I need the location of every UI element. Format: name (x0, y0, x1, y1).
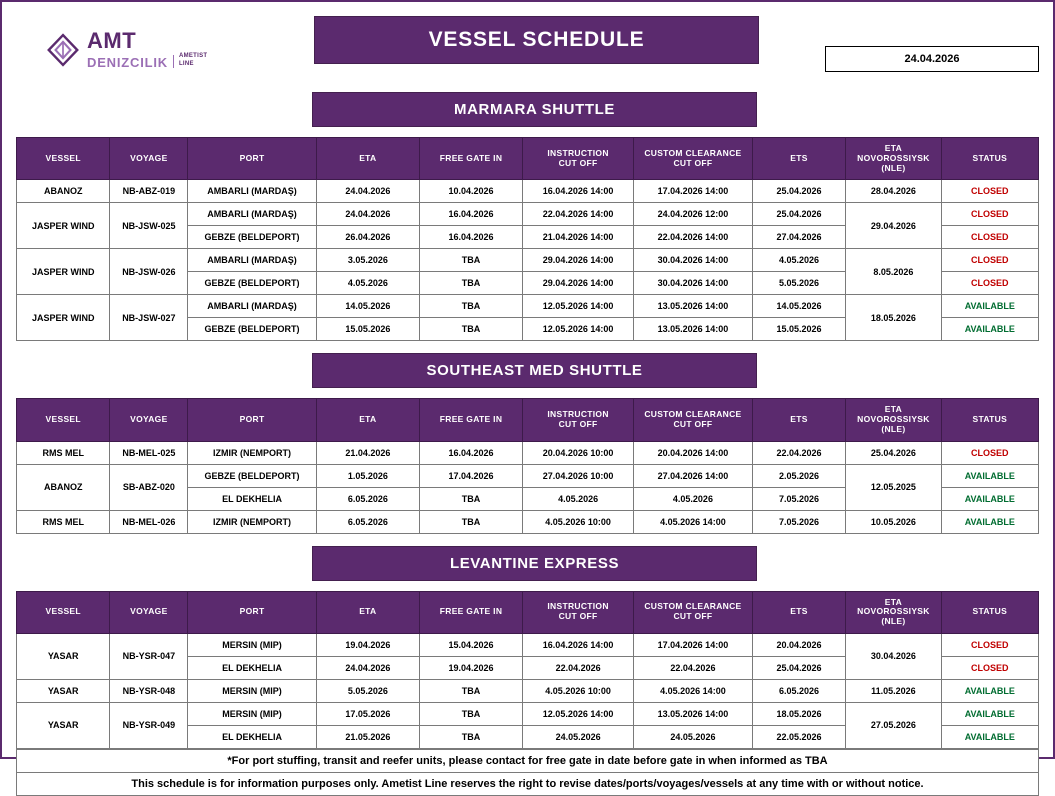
cell-free-gate-in: TBA (419, 318, 522, 341)
col-etanle-l2: NOVOROSSIYSK (NLE) (857, 606, 930, 627)
cell-vessel: ABANOZ (17, 180, 110, 203)
col-custom-l2: CUT OFF (673, 418, 713, 429)
cell-ets: 22.05.2026 (752, 725, 845, 748)
cell-custom-clearance-cut-off: 27.04.2026 14:00 (634, 464, 753, 487)
cell-eta: 19.04.2026 (316, 633, 419, 656)
cell-instruction-cut-off: 12.05.2026 14:00 (523, 318, 634, 341)
table-row (17, 510, 1039, 533)
cell-voyage: NB-YSR-048 (110, 679, 188, 702)
schedule-table-levantine (16, 591, 1039, 749)
section-title-southeast-med: SOUTHEAST MED SHUTTLE (312, 353, 757, 388)
section-banner-row (2, 534, 1053, 591)
col-etanle-l2: NOVOROSSIYSK (NLE) (857, 414, 930, 434)
col-etanle-l2: NOVOROSSIYSK (NLE) (857, 152, 930, 173)
cell-eta-novorossiysk: 30.04.2026 (846, 633, 941, 679)
cell-ets: 25.04.2026 (752, 656, 845, 679)
table-body-marmara (17, 180, 1039, 341)
cell-free-gate-in: TBA (419, 725, 522, 748)
section-banner-row (2, 341, 1053, 398)
col-free-gate-in: FREE GATE IN (419, 591, 522, 633)
status-badge: AVAILABLE (941, 487, 1038, 510)
logo-divider (173, 55, 174, 68)
col-status: STATUS (941, 138, 1038, 180)
cell-port: IZMIR (NEMPORT) (188, 441, 316, 464)
cell-eta-novorossiysk: 25.04.2026 (846, 441, 941, 464)
footer-notes (16, 749, 1039, 796)
col-ets: ETS (752, 399, 845, 441)
cell-free-gate-in: 19.04.2026 (419, 656, 522, 679)
cell-eta: 26.04.2026 (316, 226, 419, 249)
cell-eta: 5.05.2026 (316, 679, 419, 702)
cell-port: AMBARLI (MARDAŞ) (188, 295, 316, 318)
col-ets: ETS (752, 138, 845, 180)
col-free-gate-in: FREE GATE IN (419, 399, 522, 441)
col-custom-clearance-cut-off (634, 138, 753, 180)
cell-eta: 17.05.2026 (316, 702, 419, 725)
cell-port: GEBZE (BELDEPORT) (188, 226, 316, 249)
cell-port: GEBZE (BELDEPORT) (188, 464, 316, 487)
cell-vessel: JASPER WIND (17, 295, 110, 341)
cell-free-gate-in: 16.04.2026 (419, 441, 522, 464)
cell-free-gate-in: TBA (419, 272, 522, 295)
cell-voyage: NB-JSW-027 (110, 295, 188, 341)
cell-eta: 3.05.2026 (316, 249, 419, 272)
col-instruction-l2: CUT OFF (558, 157, 598, 168)
cell-vessel: ABANOZ (17, 464, 110, 510)
schedule-table-marmara (16, 137, 1039, 341)
cell-voyage: NB-MEL-025 (110, 441, 188, 464)
table-row (17, 203, 1039, 226)
cell-free-gate-in: TBA (419, 487, 522, 510)
col-eta-novorossiysk (846, 399, 941, 441)
cell-free-gate-in: 10.04.2026 (419, 180, 522, 203)
col-custom-clearance-cut-off (634, 399, 753, 441)
cell-eta: 14.05.2026 (316, 295, 419, 318)
cell-voyage: NB-ABZ-019 (110, 180, 188, 203)
cell-instruction-cut-off: 22.04.2026 (523, 656, 634, 679)
table-row (17, 633, 1039, 656)
cell-port: EL DEKHELIA (188, 725, 316, 748)
cell-instruction-cut-off: 4.05.2026 (523, 487, 634, 510)
cell-voyage: NB-YSR-049 (110, 702, 188, 748)
status-badge: CLOSED (941, 633, 1038, 656)
cell-ets: 22.04.2026 (752, 441, 845, 464)
cell-custom-clearance-cut-off: 30.04.2026 14:00 (634, 249, 753, 272)
table-header-row (17, 399, 1039, 441)
cell-custom-clearance-cut-off: 4.05.2026 (634, 487, 753, 510)
logo-brand-line1: AMETIST (178, 53, 208, 59)
section-title-levantine: LEVANTINE EXPRESS (312, 546, 757, 581)
cell-voyage: SB-ABZ-020 (110, 464, 188, 510)
section-banner-row (2, 80, 1053, 137)
cell-eta: 6.05.2026 (316, 487, 419, 510)
cell-eta-novorossiysk: 18.05.2026 (846, 295, 941, 341)
cell-vessel: RMS MEL (17, 441, 110, 464)
cell-free-gate-in: 17.04.2026 (419, 464, 522, 487)
status-badge: CLOSED (941, 180, 1038, 203)
cell-ets: 15.05.2026 (752, 318, 845, 341)
status-badge: AVAILABLE (941, 464, 1038, 487)
cell-eta-novorossiysk: 12.05.2025 (846, 464, 941, 510)
cell-eta: 15.05.2026 (316, 318, 419, 341)
col-status: STATUS (941, 591, 1038, 633)
table-row (17, 679, 1039, 702)
cell-free-gate-in: TBA (419, 702, 522, 725)
col-etanle-l1: ETA (884, 596, 903, 607)
cell-custom-clearance-cut-off: 13.05.2026 14:00 (634, 702, 753, 725)
table-header-row (17, 138, 1039, 180)
table-body-levantine (17, 633, 1039, 748)
cell-port: GEBZE (BELDEPORT) (188, 272, 316, 295)
cell-custom-clearance-cut-off: 22.04.2026 14:00 (634, 226, 753, 249)
cell-ets: 14.05.2026 (752, 295, 845, 318)
status-badge: CLOSED (941, 441, 1038, 464)
col-status: STATUS (941, 399, 1038, 441)
col-eta-novorossiysk (846, 138, 941, 180)
cell-instruction-cut-off: 27.04.2026 10:00 (523, 464, 634, 487)
cell-ets: 18.05.2026 (752, 702, 845, 725)
cell-custom-clearance-cut-off: 4.05.2026 14:00 (634, 679, 753, 702)
col-port: PORT (188, 591, 316, 633)
logo-subtitle: DENIZCILIK (87, 55, 168, 70)
table-row (17, 441, 1039, 464)
cell-ets: 7.05.2026 (752, 487, 845, 510)
cell-instruction-cut-off: 16.04.2026 14:00 (523, 180, 634, 203)
col-instruction-l2: CUT OFF (558, 611, 598, 622)
cell-instruction-cut-off: 22.04.2026 14:00 (523, 203, 634, 226)
cell-eta: 24.04.2026 (316, 203, 419, 226)
cell-eta-novorossiysk: 29.04.2026 (846, 203, 941, 249)
col-eta: ETA (316, 591, 419, 633)
cell-port: MERSIN (MIP) (188, 702, 316, 725)
cell-ets: 4.05.2026 (752, 249, 845, 272)
cell-ets: 2.05.2026 (752, 464, 845, 487)
cell-free-gate-in: 16.04.2026 (419, 203, 522, 226)
table-row (17, 295, 1039, 318)
cell-instruction-cut-off: 24.05.2026 (523, 725, 634, 748)
col-voyage: VOYAGE (110, 138, 188, 180)
cell-voyage: NB-JSW-025 (110, 203, 188, 249)
col-instruction-l1: INSTRUCTION (547, 601, 609, 612)
table-header-row (17, 591, 1039, 633)
status-badge: CLOSED (941, 656, 1038, 679)
status-badge: CLOSED (941, 272, 1038, 295)
status-badge: CLOSED (941, 226, 1038, 249)
col-instruction-l1: INSTRUCTION (547, 147, 609, 158)
table-row (17, 249, 1039, 272)
col-instruction-cut-off (523, 138, 634, 180)
table-row (17, 464, 1039, 487)
status-badge: AVAILABLE (941, 510, 1038, 533)
col-vessel: VESSEL (17, 138, 110, 180)
col-voyage: VOYAGE (110, 591, 188, 633)
cell-voyage: NB-YSR-047 (110, 633, 188, 679)
cell-free-gate-in: TBA (419, 679, 522, 702)
company-logo (10, 30, 300, 69)
cell-ets: 25.04.2026 (752, 180, 845, 203)
col-vessel: VESSEL (17, 399, 110, 441)
cell-eta: 24.04.2026 (316, 180, 419, 203)
col-custom-l2: CUT OFF (673, 611, 713, 622)
cell-custom-clearance-cut-off: 17.04.2026 14:00 (634, 180, 753, 203)
page-title: VESSEL SCHEDULE (314, 16, 759, 64)
col-custom-l1: CUSTOM CLEARANCE (644, 409, 742, 420)
cell-eta: 1.05.2026 (316, 464, 419, 487)
col-eta-novorossiysk (846, 591, 941, 633)
col-custom-l1: CUSTOM CLEARANCE (644, 601, 742, 612)
schedule-date: 24.04.2026 (825, 46, 1039, 72)
cell-port: AMBARLI (MARDAŞ) (188, 203, 316, 226)
col-vessel: VESSEL (17, 591, 110, 633)
cell-custom-clearance-cut-off: 22.04.2026 (634, 656, 753, 679)
cell-vessel: JASPER WIND (17, 249, 110, 295)
status-badge: AVAILABLE (941, 318, 1038, 341)
cell-instruction-cut-off: 12.05.2026 14:00 (523, 702, 634, 725)
status-badge: CLOSED (941, 249, 1038, 272)
section-title-marmara: MARMARA SHUTTLE (312, 92, 757, 127)
cell-custom-clearance-cut-off: 13.05.2026 14:00 (634, 295, 753, 318)
cell-vessel: YASAR (17, 702, 110, 748)
col-instruction-l2: CUT OFF (558, 418, 598, 429)
cell-eta: 21.04.2026 (316, 441, 419, 464)
cell-vessel: YASAR (17, 679, 110, 702)
cell-eta-novorossiysk: 10.05.2026 (846, 510, 941, 533)
logo-name: AMT (87, 28, 137, 53)
cell-custom-clearance-cut-off: 20.04.2026 14:00 (634, 441, 753, 464)
cell-vessel: RMS MEL (17, 510, 110, 533)
col-etanle-l1: ETA (884, 143, 903, 153)
cell-voyage: NB-MEL-026 (110, 510, 188, 533)
col-instruction-cut-off (523, 399, 634, 441)
col-instruction-cut-off (523, 591, 634, 633)
col-port: PORT (188, 138, 316, 180)
cell-eta-novorossiysk: 28.04.2026 (846, 180, 941, 203)
cell-free-gate-in: TBA (419, 295, 522, 318)
cell-instruction-cut-off: 4.05.2026 10:00 (523, 679, 634, 702)
cell-vessel: JASPER WIND (17, 203, 110, 249)
cell-eta: 6.05.2026 (316, 510, 419, 533)
amt-diamond-icon (46, 33, 80, 67)
col-ets: ETS (752, 591, 845, 633)
col-eta: ETA (316, 138, 419, 180)
cell-port: AMBARLI (MARDAŞ) (188, 249, 316, 272)
cell-eta: 21.05.2026 (316, 725, 419, 748)
schedule-table-southeast-med (16, 398, 1039, 533)
cell-instruction-cut-off: 29.04.2026 14:00 (523, 272, 634, 295)
cell-eta-novorossiysk: 11.05.2026 (846, 679, 941, 702)
footer-note-1: *For port stuffing, transit and reefer units, please contact for free gate in date before gate in when informed as TBA (16, 749, 1039, 773)
cell-port: EL DEKHELIA (188, 487, 316, 510)
cell-custom-clearance-cut-off: 17.04.2026 14:00 (634, 633, 753, 656)
cell-free-gate-in: TBA (419, 249, 522, 272)
col-etanle-l1: ETA (884, 404, 903, 415)
cell-ets: 6.05.2026 (752, 679, 845, 702)
cell-instruction-cut-off: 12.05.2026 14:00 (523, 295, 634, 318)
cell-ets: 5.05.2026 (752, 272, 845, 295)
col-custom-clearance-cut-off (634, 591, 753, 633)
cell-eta-novorossiysk: 27.05.2026 (846, 702, 941, 748)
col-eta: ETA (316, 399, 419, 441)
status-badge: AVAILABLE (941, 702, 1038, 725)
table-row (17, 180, 1039, 203)
cell-custom-clearance-cut-off: 24.05.2026 (634, 725, 753, 748)
cell-free-gate-in: 16.04.2026 (419, 226, 522, 249)
cell-port: MERSIN (MIP) (188, 633, 316, 656)
col-free-gate-in: FREE GATE IN (419, 138, 522, 180)
cell-ets: 7.05.2026 (752, 510, 845, 533)
col-voyage: VOYAGE (110, 399, 188, 441)
cell-eta: 4.05.2026 (316, 272, 419, 295)
cell-instruction-cut-off: 16.04.2026 14:00 (523, 633, 634, 656)
document-header (2, 2, 1053, 80)
status-badge: AVAILABLE (941, 679, 1038, 702)
col-instruction-l1: INSTRUCTION (547, 409, 609, 420)
col-port: PORT (188, 399, 316, 441)
cell-instruction-cut-off: 4.05.2026 10:00 (523, 510, 634, 533)
cell-port: GEBZE (BELDEPORT) (188, 318, 316, 341)
cell-eta-novorossiysk: 8.05.2026 (846, 249, 941, 295)
cell-ets: 25.04.2026 (752, 203, 845, 226)
col-custom-l2: CUT OFF (673, 157, 713, 168)
cell-eta: 24.04.2026 (316, 656, 419, 679)
cell-vessel: YASAR (17, 633, 110, 679)
cell-custom-clearance-cut-off: 13.05.2026 14:00 (634, 318, 753, 341)
cell-instruction-cut-off: 21.04.2026 14:00 (523, 226, 634, 249)
table-row (17, 702, 1039, 725)
cell-port: EL DEKHELIA (188, 656, 316, 679)
cell-ets: 27.04.2026 (752, 226, 845, 249)
cell-instruction-cut-off: 20.04.2026 10:00 (523, 441, 634, 464)
cell-port: IZMIR (NEMPORT) (188, 510, 316, 533)
cell-voyage: NB-JSW-026 (110, 249, 188, 295)
cell-custom-clearance-cut-off: 24.04.2026 12:00 (634, 203, 753, 226)
cell-free-gate-in: 15.04.2026 (419, 633, 522, 656)
cell-custom-clearance-cut-off: 30.04.2026 14:00 (634, 272, 753, 295)
cell-instruction-cut-off: 29.04.2026 14:00 (523, 249, 634, 272)
logo-brand-line2: LINE (178, 60, 194, 67)
status-badge: AVAILABLE (941, 295, 1038, 318)
cell-port: MERSIN (MIP) (188, 679, 316, 702)
table-body-southeast-med (17, 441, 1039, 533)
status-badge: CLOSED (941, 203, 1038, 226)
footer-note-2: This schedule is for information purposes only. Ametist Line reserves the right to revise dates/ports/voyages/vessels at any time with or without notice. (16, 773, 1039, 796)
cell-custom-clearance-cut-off: 4.05.2026 14:00 (634, 510, 753, 533)
cell-free-gate-in: TBA (419, 510, 522, 533)
cell-port: AMBARLI (MARDAŞ) (188, 180, 316, 203)
col-custom-l1: CUSTOM CLEARANCE (644, 147, 742, 158)
status-badge: AVAILABLE (941, 725, 1038, 748)
cell-ets: 20.04.2026 (752, 633, 845, 656)
